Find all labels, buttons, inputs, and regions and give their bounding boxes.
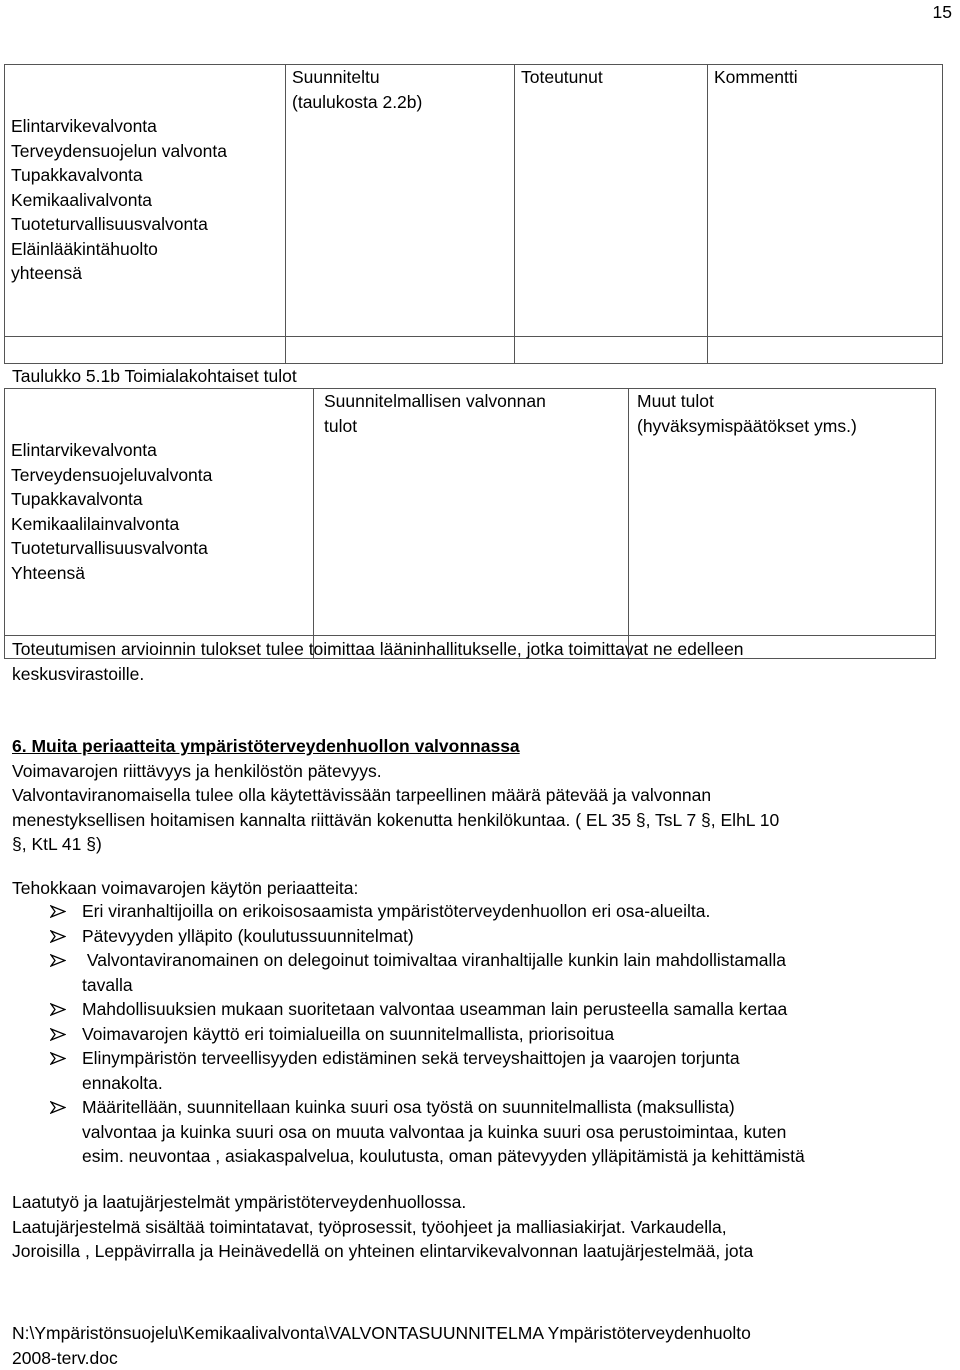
principles-intro: Tehokkaan voimavarojen käytön periaatteita: [12, 876, 358, 901]
table2-row-labels [5, 389, 314, 636]
list-item-text: ennakolta. [82, 1071, 956, 1096]
table1-header-planned [286, 65, 515, 337]
list-item-text: Voimavarojen käyttö eri toimialueilla on suunnitelmallista, priorisoitua [82, 1022, 956, 1047]
table2-row-label: Yhteensä [11, 561, 307, 586]
arrowhead-bullet-icon [50, 1028, 66, 1041]
section-6-body-line: §, KtL 41 §) [12, 832, 779, 857]
table1-row-label: Tupakkavalvonta [11, 163, 279, 188]
table1-row-label: Kemikaalivalvonta [11, 188, 279, 213]
footer-line: N:\Ympäristönsuojelu\Kemikaalivalvonta\VALVONTASUUNNITELMA Ympäristöterveydenhuolto [12, 1321, 751, 1346]
table2-row-label: Kemikaalilainvalvonta [11, 512, 307, 537]
table2-header-other-line: (hyväksymispäätökset yms.) [637, 414, 929, 439]
table1-header-realized [515, 65, 708, 337]
table1-empty-cell [708, 337, 943, 364]
section-6-body-line: Valvontaviranomaisella tulee olla käytettävissään tarpeellinen määrä pätevää ja valvonnan [12, 783, 779, 808]
list-item [12, 1046, 956, 1095]
table1-empty-cell [5, 337, 286, 364]
table1-header-planned-line: (taulukosta 2.2b) [292, 90, 508, 115]
paragraph-line: Toteutumisen arvioinnin tulokset tulee toimittaa lääninhallitukselle, jotka toimittavat ne edelleen [12, 637, 744, 662]
list-item [12, 948, 956, 997]
table1-empty-cell [286, 337, 515, 364]
table1-header-comment [708, 65, 943, 337]
table2-header-planned-income [314, 389, 629, 636]
table1-empty-cell [515, 337, 708, 364]
table1-row-label: yhteensä [11, 261, 279, 286]
arrowhead-bullet-icon [50, 930, 66, 943]
section-6-subheading: Voimavarojen riittävyys ja henkilöstön pätevyys. [12, 759, 779, 784]
table2-caption: Taulukko 5.1b Toimialakohtaiset tulot [12, 364, 297, 389]
section-6 [12, 734, 779, 857]
planned-vs-realized-table [4, 64, 943, 364]
table1-row-label: Elintarvikevalvonta [11, 114, 279, 139]
table2-header-planned-line: Suunnitelmallisen valvonnan [324, 389, 622, 414]
principles-list [12, 899, 956, 1169]
footer-file-path [12, 1321, 751, 1370]
list-item-text: esim. neuvontaa , asiakaspalvelua, koulutusta, oman pätevyyden ylläpitämistä ja kehittämistä [82, 1144, 956, 1169]
table2-header-planned-line: tulot [324, 414, 622, 439]
list-item [12, 1022, 956, 1047]
table1-row-label: Tuoteturvallisuusvalvonta [11, 212, 279, 237]
footer-line: 2008-terv.doc [12, 1346, 751, 1370]
quality-line: Joroisilla , Leppävirralla ja Heinävedellä on yhteinen elintarvikevalvonnan laatujärjestelmää, jota [12, 1239, 753, 1264]
section-6-heading: 6. Muita periaatteita ympäristöterveydenhuollon valvonnassa [12, 734, 779, 759]
list-item-text: Pätevyyden ylläpito (koulutussuunnitelmat) [82, 924, 956, 949]
table1-header-comment-label: Kommentti [714, 65, 936, 90]
section-6-body-line: menestyksellisen hoitamisen kannalta riittävän kokenutta henkilökuntaa. ( EL 35 §, TsL 7 §, ElhL 10 [12, 808, 779, 833]
page-number: 15 [933, 0, 952, 25]
list-item [12, 1095, 956, 1169]
list-item-text: Eri viranhaltijoilla on erikoisosaamista ympäristöterveydenhuollon eri osa-alueilta. [82, 899, 956, 924]
list-item [12, 899, 956, 924]
table2-header-other-line: Muut tulot [637, 389, 929, 414]
table1-row-label: Eläinlääkintähuolto [11, 237, 279, 262]
table2-row-label: Tuoteturvallisuusvalvonta [11, 536, 307, 561]
list-item [12, 924, 956, 949]
arrowhead-bullet-icon [50, 954, 66, 967]
table1-row-labels [5, 65, 286, 337]
table1-row-label: Terveydensuojelun valvonta [11, 139, 279, 164]
table1-header-planned-line: Suunniteltu [292, 65, 508, 90]
list-item-text: Elinympäristön terveellisyyden edistäminen sekä terveyshaittojen ja vaarojen torjunta [82, 1046, 956, 1071]
table2-row-label: Tupakkavalvonta [11, 487, 307, 512]
quality-line: Laatujärjestelmä sisältää toimintatavat, työprosessit, työohjeet ja malliasiakirjat. Varkaudella, [12, 1215, 753, 1240]
submission-paragraph [12, 637, 744, 686]
list-item-text: Määritellään, suunnitellaan kuinka suuri osa työstä on suunnitelmallista (maksullista) [82, 1095, 956, 1120]
list-item-text: Mahdollisuuksien mukaan suoritetaan valvontaa useamman lain perusteella samalla kertaa [82, 997, 956, 1022]
arrowhead-bullet-icon [50, 905, 66, 918]
table1-header-realized-label: Toteutunut [521, 65, 701, 90]
arrowhead-bullet-icon [50, 1052, 66, 1065]
list-item-text: tavalla [82, 973, 956, 998]
list-item [12, 997, 956, 1022]
quality-title: Laatutyö ja laatujärjestelmät ympäristöterveydenhuollossa. [12, 1190, 753, 1215]
arrowhead-bullet-icon [50, 1101, 66, 1114]
list-item-text: Valvontaviranomainen on delegoinut toimivaltaa viranhaltijalle kunkin lain mahdollistamalla [82, 948, 956, 973]
list-item-text: valvontaa ja kuinka suuri osa on muuta valvontaa ja kuinka suuri osa perustoimintaa, kuten [82, 1120, 956, 1145]
table2-header-other-income [629, 389, 936, 636]
table2-row-label: Terveydensuojeluvalvonta [11, 463, 307, 488]
paragraph-line: keskusvirastoille. [12, 662, 744, 687]
quality-section [12, 1190, 753, 1264]
income-by-sector-table [4, 388, 936, 659]
table2-row-label: Elintarvikevalvonta [11, 438, 307, 463]
arrowhead-bullet-icon [50, 1003, 66, 1016]
